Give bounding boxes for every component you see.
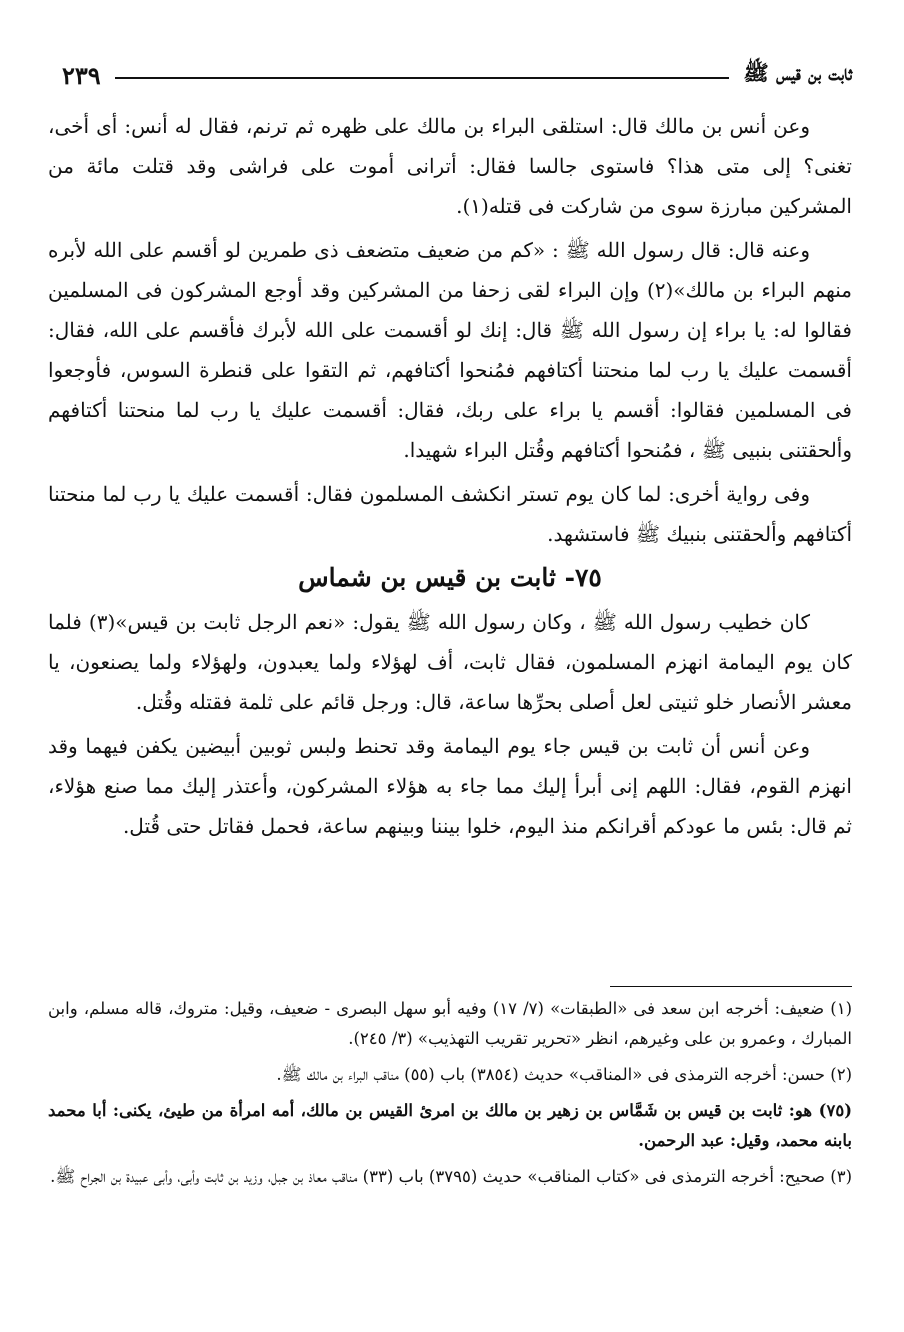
- footnotes: [48, 994, 852, 1198]
- page-header: [62, 55, 852, 95]
- page-number: ٢٣٩: [62, 60, 101, 90]
- main-text: [48, 106, 852, 850]
- paragraph-another-narration: وفى رواية أخرى: لما كان يوم تستر انكشف المسلمون فقال: أقسمت عليك يا رب لما منحتنا أكتافهم وألحقتنى بنبيك ﷺ فاستشهد.: [48, 482, 852, 546]
- paragraph-thabit-yamama: وعن أنس أن ثابت بن قيس جاء يوم اليمامة وقد تحنط ولبس ثوبين أبيضين يكفن فيهما وقد انهزم القوم، فقال: اللهم إنى أبرأ إليك مما جاء به هؤلاء المشركون، وأعتذر إليك مما صنع هؤلاء، ثم قال: بئس ما عودكم أقرانكم منذ اليوم، خلوا بيننا وبينهم ساعة، فحمل فقاتل حتى قُتل.: [48, 734, 852, 838]
- paragraph-bara-laying-down: وعن أنس بن مالك قال: استلقى البراء بن مالك على ظهره ثم ترنم، فقال له أنس: أى أخى، تغنى؟ إلى متى هذا؟ فاستوى جالسا فقال: أترانى أموت على فراشى وقد قتلت مائة من المشركين مبارزة سوى من شاركت فى قتله(١).: [48, 114, 852, 218]
- footnote-divider: [610, 986, 852, 987]
- section-title: ٧٥- ثابت بن قيس بن شماس: [298, 563, 602, 592]
- paragraph-thabit-khatib: كان خطيب رسول الله ﷺ ، وكان رسول الله ﷺ يقول: «نعم الرجل ثابت بن قيس»(٣) فلما كان يوم اليمامة انهزم المسلمون، فقال ثابت، أف لهؤلاء ولما يعبدون، ولهؤلاء ولما يصنعون، يا معشر الأنصار خلو ثنيتى لعل أصلى بحرِّها ساعة، قال: ورجل قائم على ثلمة فقتله وقُتل.: [48, 610, 852, 714]
- running-title: ثابت بن قيس ﷺ: [743, 59, 852, 85]
- footnote-75-biography: (٧٥) هو: ثابت بن قيس بن شَمَّاس بن زهير بن مالك بن امرئ القيس بن مالك، أمه امرأة من طيئ، يكنى: أبا محمد بابنه محمد، وقيل: عبد الرحمن.: [48, 1101, 852, 1150]
- footnote-3: (٣) صحيح: أخرجه الترمذى فى «كتاب المناقب» حديث (٣٧٩٥) باب (٣٣) مناقب معاذ بن جبل، وزيد بن ثابت وأبى، وأبى عبيدة بن الجراح ﷺ.: [50, 1167, 852, 1186]
- paragraph-bara-oath: وعنه قال: قال رسول الله ﷺ : «كم من ضعيف متضعف ذى طمرين لو أقسم على الله لأبره منهم البراء بن مالك»(٢) وإن البراء لقى زحفا من المشركين وقد أوجع المشركون فى المسلمين فقالوا له: يا براء إن رسول الله ﷺ قال: إنك لو أقسمت على الله لأبرك فأقسم على الله، فقال: أقسمت عليك يا رب لما منحتنا أكتافهم فمُنحوا أكتافهم، ثم التقوا على قنطرة السوس، فأوجعوا فى المسلمين فقالوا: أقسم يا براء على ربك، فقال: أقسمت عليك يا رب لما منحتنا أكتافهم وألحقتنى بنبيى ﷺ ، فمُنحوا أكتافهم وقُتل البراء شهيدا.: [48, 238, 852, 462]
- footnote-1: (١) ضعيف: أخرجه ابن سعد فى «الطبقات» (٧/ ١٧) وفيه أبو سهل البصرى - ضعيف، وقيل: متروك، قاله مسلم، وابن المبارك ، وعمرو بن على وغيرهم، انظر «تحرير تقريب التهذيب» (٣/ ٢٤٥).: [48, 999, 852, 1048]
- header-rule: [115, 77, 730, 79]
- footnote-2: (٢) حسن: أخرجه الترمذى فى «المناقب» حديث (٣٨٥٤) باب (٥٥) مناقب البراء بن مالك ﷺ.: [276, 1065, 852, 1084]
